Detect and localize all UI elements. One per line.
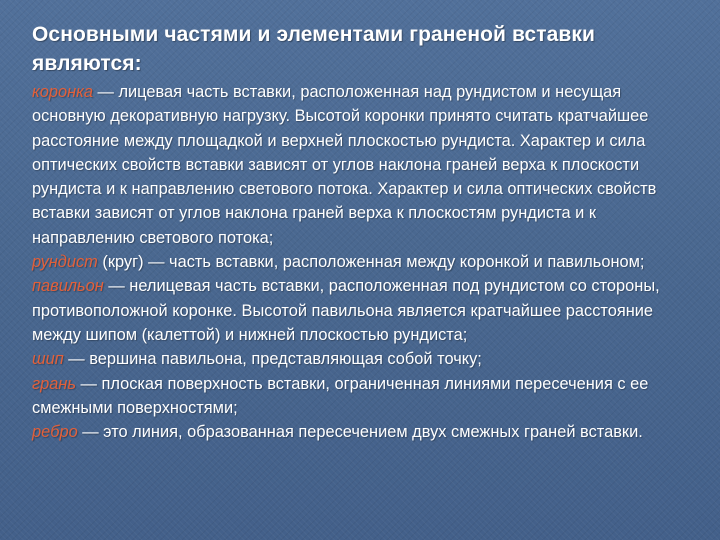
definition-text-culet: — вершина павильона, представляющая собой точку; — [63, 350, 482, 369]
term-pavilion: павильон — [32, 277, 104, 296]
term-edge: ребро — [32, 423, 78, 442]
term-crown: коронка — [32, 83, 93, 101]
definition-item-pavilion — [32, 274, 697, 347]
definition-item-girdle — [32, 250, 697, 274]
definition-text-edge: — это линия, образованная пересечением двух смежных граней вставки. — [77, 423, 643, 442]
slide-body — [32, 80, 697, 444]
slide-title: Основными частями и элементами граненой вставки являются: — [32, 23, 596, 75]
definition-text-crown: — лицевая часть вставки, расположенная над рундистом и несущая основную декоративную нагрузку. Высотой коронки принято считать кратчайшее расстояние между площадкой и верхней плоскостью рундиста. Характер и сила оптических свойств вставки зависят от углов наклона граней верха к плоскости рундиста и к направлению светового потока. Характер и сила оптических свойств вставки зависят от углов наклона граней верха к плоскостям рундиста и к направлению светового потока; — [32, 83, 657, 247]
term-culet: шип — [32, 350, 64, 369]
definition-item-facet — [32, 372, 697, 421]
definition-item-edge — [32, 420, 697, 444]
definition-text-girdle: (круг) — часть вставки, расположенная между коронкой и павильоном; — [97, 253, 645, 272]
term-facet: грань — [32, 374, 76, 393]
term-girdle: рундист — [32, 253, 98, 272]
definition-text-pavilion: — нелицевая часть вставки, расположенная под рундистом со стороны, противоположной коронке. Высотой павильона является кратчайшее расстояние между шипом (калеттой) и нижней плоскостью рундиста; — [32, 277, 660, 344]
definition-item-culet — [32, 347, 697, 371]
definition-text-facet: — плоская поверхность вставки, ограниченная линиями пересечения с ее смежными поверхностями; — [32, 374, 649, 417]
definition-item-crown — [32, 80, 697, 250]
